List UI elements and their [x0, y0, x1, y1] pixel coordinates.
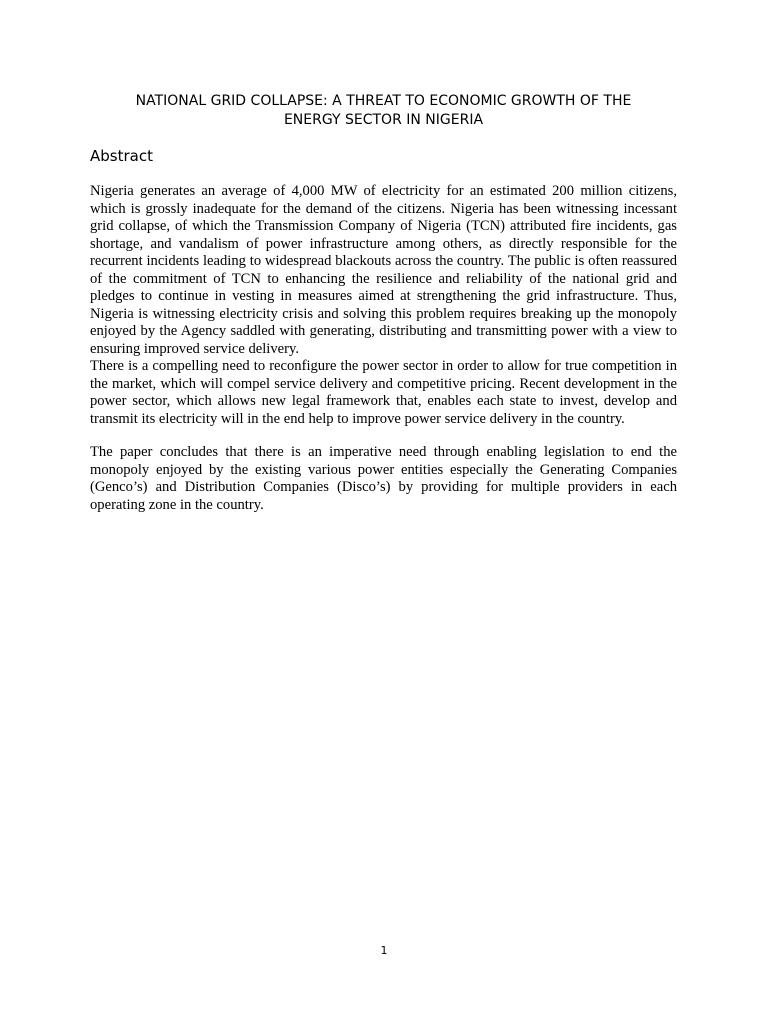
abstract-heading: Abstract	[90, 147, 153, 165]
abstract-paragraph-3: The paper concludes that there is an imperative need through enabling legislation to end the monopoly enjoyed by the existing various power entities especially the Generating Companies (Genco’s) and Distribution Companies (Disco’s) by providing for multiple providers in each operating zone in the country.	[90, 444, 677, 513]
abstract-paragraph-1: Nigeria generates an average of 4,000 MW of electricity for an estimated 200 million citizens, which is grossly inadequate for the demand of the citizens. Nigeria has been witnessing incessant grid collapse, of which the Transmission Company of Nigeria (TCN) attributed fire incidents, gas shortage, and vandalism of power infrastructure among others, as directly responsible for the recurrent incidents leading to widespread blackouts across the country. The public is often reassured of the commitment of TCN to enhancing the resilience and reliability of the national grid and pledges to continue in vesting in measures aimed at strengthening the grid infrastructure. Thus, Nigeria is witnessing electricity crisis and solving this problem requires breaking up the monopoly enjoyed by the Agency saddled with generating, distributing and transmitting power with a view to ensuring improved service delivery.	[90, 183, 677, 357]
document-title-line-2: ENERGY SECTOR IN NIGERIA	[283, 112, 484, 128]
page-number: 1	[380, 944, 388, 957]
abstract-paragraph-2: There is a compelling need to reconfigure the power sector in order to allow for true competition in the market, which will compel service delivery and competitive pricing. Recent development in the power sector, which allows new legal framework that, enables each state to invest, develop and transmit its electricity will in the end help to improve power service delivery in the country.	[90, 358, 677, 427]
document-title-line-1: NATIONAL GRID COLLAPSE: A THREAT TO ECONOMIC GROWTH OF THE	[135, 93, 632, 109]
abstract-body	[90, 183, 677, 514]
document-title	[90, 92, 677, 130]
